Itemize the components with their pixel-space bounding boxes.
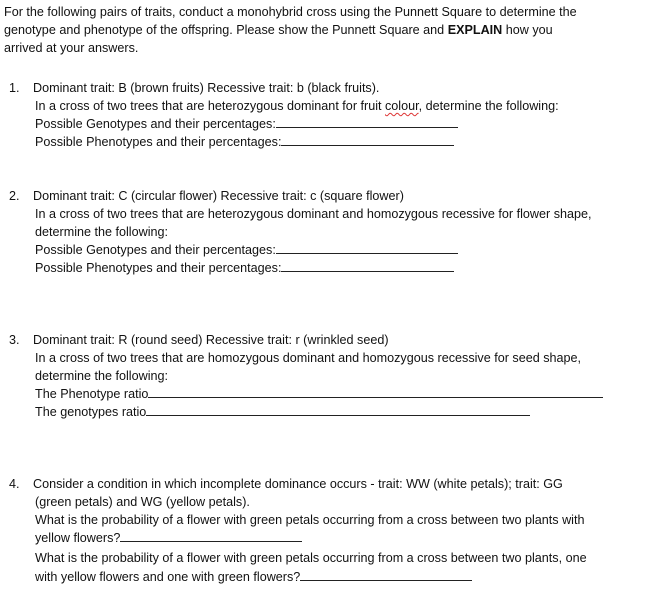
cross-text: In a cross of two trees that are heterozygous dominant for fruit: [35, 99, 385, 113]
intro-text: genotype and phenotype of the offspring. Please show the Punnett Square and: [4, 23, 448, 37]
label: Possible Genotypes and their percentages:: [35, 243, 276, 257]
phenotypes-prompt: [35, 134, 454, 150]
question-number: 3.: [9, 333, 20, 347]
genotype-ratio-prompt: [35, 404, 530, 420]
label: The Phenotype ratio: [35, 387, 149, 401]
traits: Dominant trait: B (brown fruits) Recessive trait: b (black fruits).: [33, 81, 380, 95]
condition-text: Consider a condition in which incomplete dominance occurs - trait: WW (white petals); trait: GG: [33, 477, 563, 491]
cross-description: In a cross of two trees that are homozygous dominant and homozygous recessive for seed shape,: [35, 351, 582, 365]
label: with yellow flowers and one with green flowers?: [35, 570, 301, 584]
label: Possible Phenotypes and their percentages:: [35, 135, 282, 149]
misspelled-word[interactable]: colour: [385, 99, 419, 113]
intro-line-2: [4, 22, 553, 38]
label: yellow flowers?: [35, 531, 121, 545]
cross-description: In a cross of two trees that are heterozygous dominant and homozygous recessive for flower shape,: [35, 207, 592, 221]
answer-blank[interactable]: [120, 530, 302, 542]
answer-blank[interactable]: [146, 404, 530, 416]
intro-line-3: arrived at your answers.: [4, 41, 139, 55]
intro-line-1: For the following pairs of traits, conduct a monohybrid cross using the Punnett Square to determine the: [4, 5, 577, 19]
answer-blank[interactable]: [276, 242, 458, 254]
answer-blank[interactable]: [281, 260, 454, 272]
phenotypes-prompt: [35, 260, 454, 276]
answer-blank[interactable]: [148, 386, 603, 398]
determine-text: determine the following:: [35, 369, 169, 383]
question-number: 2.: [9, 189, 20, 203]
phenotype-ratio-prompt: [35, 386, 603, 402]
traits: Dominant trait: C (circular flower) Recessive trait: c (square flower): [33, 189, 404, 203]
answer-blank[interactable]: [300, 569, 472, 581]
cross-text-end: , determine the following:: [418, 99, 559, 113]
intro-text-end: how you: [502, 23, 553, 37]
probability-question-2: What is the probability of a flower with green petals occurring from a cross between two plants, one: [35, 551, 587, 565]
question-number: 4.: [9, 477, 20, 491]
label: Possible Genotypes and their percentages:: [35, 117, 276, 131]
answer-blank[interactable]: [276, 116, 458, 128]
probability-question-1-end: [35, 530, 302, 546]
determine-text: determine the following:: [35, 225, 169, 239]
genotypes-prompt: [35, 242, 458, 258]
traits: Dominant trait: R (round seed) Recessive trait: r (wrinkled seed): [33, 333, 389, 347]
probability-question-1: What is the probability of a flower with green petals occurring from a cross between two plants with: [35, 513, 585, 527]
genotypes-prompt: [35, 116, 458, 132]
intro-emphasis: EXPLAIN: [447, 23, 503, 37]
probability-question-2-end: [35, 569, 472, 585]
answer-blank[interactable]: [281, 134, 454, 146]
condition-text-2: (green petals) and WG (yellow petals).: [35, 495, 250, 509]
cross-description: [35, 98, 559, 114]
label: The genotypes ratio: [35, 405, 147, 419]
question-number: 1.: [9, 81, 20, 95]
label: Possible Phenotypes and their percentages:: [35, 261, 282, 275]
